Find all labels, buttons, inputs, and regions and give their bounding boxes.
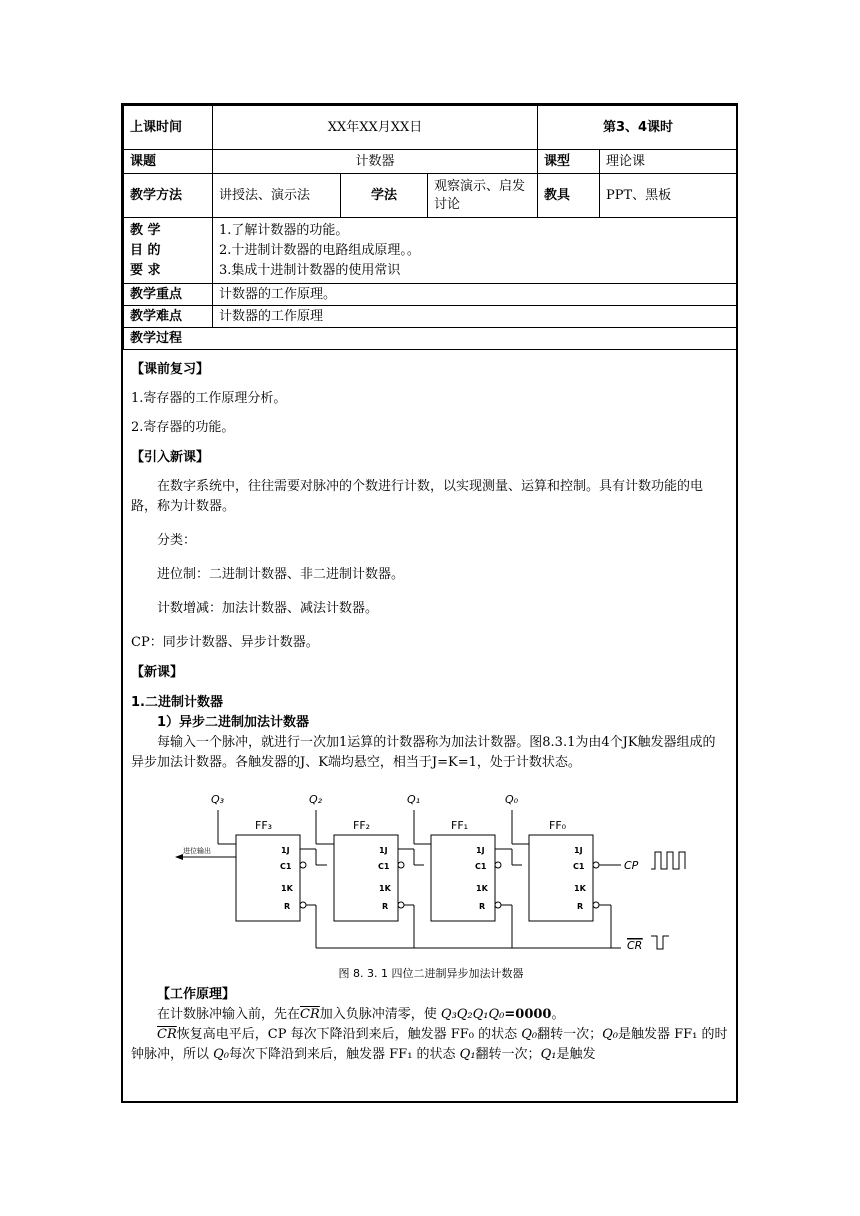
text-run: 每次下降沿到来后，触发器 FF₁ 的状态: [229, 1047, 460, 1062]
goal-item: 3.集成十进制计数器的使用常识: [219, 262, 401, 278]
figure-caption: 图 8. 3. 1 四位二进制异步加法计数器: [338, 967, 524, 980]
cp-label: CP: [624, 859, 639, 872]
counter-paragraph: 每输入一个脉冲，就进行一次加1运算的计数器称为加法计数器。图8.3.1为由4个JK触发器组成的异步加法计数器。各触发器的J、K端均悬空，相当于J=K=1，处于计数状态。: [131, 735, 716, 770]
q-state: Q₁: [459, 1047, 476, 1062]
time-value: XX年XX月XX日: [213, 106, 538, 150]
q-state: Q₀: [521, 1027, 538, 1042]
goal-item: 2.十进制计数器的电路组成原理。。: [219, 242, 420, 258]
work-principle-title: 【工作原理】: [157, 987, 236, 1002]
q-state: Q₀: [213, 1047, 230, 1062]
ff0-label: FF₀: [549, 819, 567, 832]
goal-label-line: 要 求: [130, 262, 161, 278]
class-label: 分类：: [157, 533, 197, 548]
ff0-box: [529, 835, 593, 921]
lesson-body: [123, 360, 736, 1065]
tools-label: 教具: [538, 174, 600, 218]
pin-label: R: [382, 902, 389, 911]
text-run: 加入负脉冲清零，使: [319, 1007, 441, 1022]
text-run: 翻转一次；: [537, 1027, 603, 1042]
q2-label: Q₂: [309, 793, 323, 806]
review-title: 【课前复习】: [131, 362, 210, 377]
pin-label: C1: [573, 862, 585, 871]
text-run: 恢复高电平后，CP 每次下降沿到来后，触发器 FF₀ 的状态: [176, 1027, 522, 1042]
method-label: 教学方法: [124, 174, 213, 218]
text-run: 在计数脉冲输入前，先在: [157, 1007, 301, 1022]
pin-label: 1J: [379, 846, 388, 855]
subsection-heading: 1）异步二进制加法计数器: [157, 715, 310, 730]
class-item: 进位制：二进制计数器、非二进制计数器。: [157, 567, 405, 582]
q-state: Q₃Q₂Q₁Q₀: [440, 1007, 505, 1022]
topic-label: 课题: [124, 150, 213, 174]
ff3-box: [236, 835, 300, 921]
section-heading: 1.二进制计数器: [131, 695, 223, 710]
pin-label: C1: [378, 862, 390, 871]
work-principle-paragraph-1: [131, 1005, 728, 1025]
goal-label-line: 目 的: [130, 242, 161, 258]
ff1-label: FF₁: [451, 819, 469, 832]
q0-label: Q₀: [505, 793, 519, 806]
lesson-plan-frame: [121, 103, 738, 1103]
intro-title: 【引入新课】: [131, 450, 210, 465]
pin-label: 1K: [476, 884, 488, 893]
pin-label: 1K: [574, 884, 586, 893]
q-value: =0000: [504, 1007, 552, 1022]
ff1-box: [431, 835, 495, 921]
process-label: 教学过程: [124, 328, 739, 350]
carry-output-label: 进位输出: [183, 847, 211, 855]
type-label: 课型: [538, 150, 600, 174]
pin-label: C1: [280, 862, 292, 871]
review-item: 1.寄存器的工作原理分析。: [131, 391, 287, 406]
cr-label: CR: [627, 939, 643, 952]
key-label: 教学重点: [124, 284, 213, 306]
text-run: 。: [551, 1007, 565, 1022]
class-item: 计数增减：加法计数器、减法计数器。: [157, 601, 379, 616]
cr-symbol: $\overline{CR}$: [300, 1007, 320, 1022]
difficulty-value: 计数器的工作原理: [213, 306, 739, 328]
pin-label: 1J: [574, 846, 583, 855]
new-title: 【新课】: [131, 665, 184, 680]
q-state: Q₀: [602, 1027, 618, 1042]
q-state: Q₁: [540, 1047, 557, 1062]
pin-label: 1K: [281, 884, 293, 893]
q3-label: Q₃: [211, 793, 225, 806]
goal-list: [213, 218, 739, 284]
study-label: 学法: [341, 174, 428, 218]
class-item: CP：同步计数器、异步计数器。: [131, 635, 319, 650]
pin-label: R: [479, 902, 486, 911]
goal-item: 1.了解计数器的功能。: [219, 222, 349, 238]
type-value: 理论课: [600, 150, 739, 174]
work-principle-paragraph-2: [131, 1025, 728, 1065]
intro-paragraph: 在数字系统中，往往需要对脉冲的个数进行计数，以实现测量、运算和控制。具有计数功能的电路，称为计数器。: [131, 479, 704, 514]
cr-symbol: $\overline{CR}$: [157, 1027, 177, 1042]
time-label: 上课时间: [124, 106, 213, 150]
text-run: 是触发器 FF₁ 的时钟脉冲，所以: [131, 1027, 728, 1062]
ff2-box: [334, 835, 398, 921]
text-run: 翻转一次；: [475, 1047, 541, 1062]
topic-value: 计数器: [213, 150, 538, 174]
pin-label: R: [284, 902, 291, 911]
study-value: 观察演示、启发讨论: [428, 174, 538, 218]
pin-label: 1J: [281, 846, 290, 855]
review-item: 2.寄存器的功能。: [131, 420, 235, 435]
key-value: 计数器的工作原理。: [213, 284, 739, 306]
pin-label: 1K: [379, 884, 391, 893]
pin-label: R: [577, 902, 584, 911]
text-run: 是触发: [556, 1047, 596, 1062]
lesson-header-table: [123, 105, 738, 350]
counter-circuit-figure: [131, 777, 731, 985]
ff2-label: FF₂: [353, 819, 371, 832]
period-value: 第3、4课时: [538, 106, 739, 150]
ff3-label: FF₃: [255, 819, 273, 832]
method-value: 讲授法、演示法: [213, 174, 341, 218]
difficulty-label: 教学难点: [124, 306, 213, 328]
goal-label: [124, 218, 213, 284]
tools-value: PPT、黑板: [600, 174, 739, 218]
pin-label: C1: [475, 862, 487, 871]
goal-label-line: 教 学: [130, 222, 161, 238]
q1-label: Q₁: [407, 793, 421, 806]
pin-label: 1J: [476, 846, 485, 855]
